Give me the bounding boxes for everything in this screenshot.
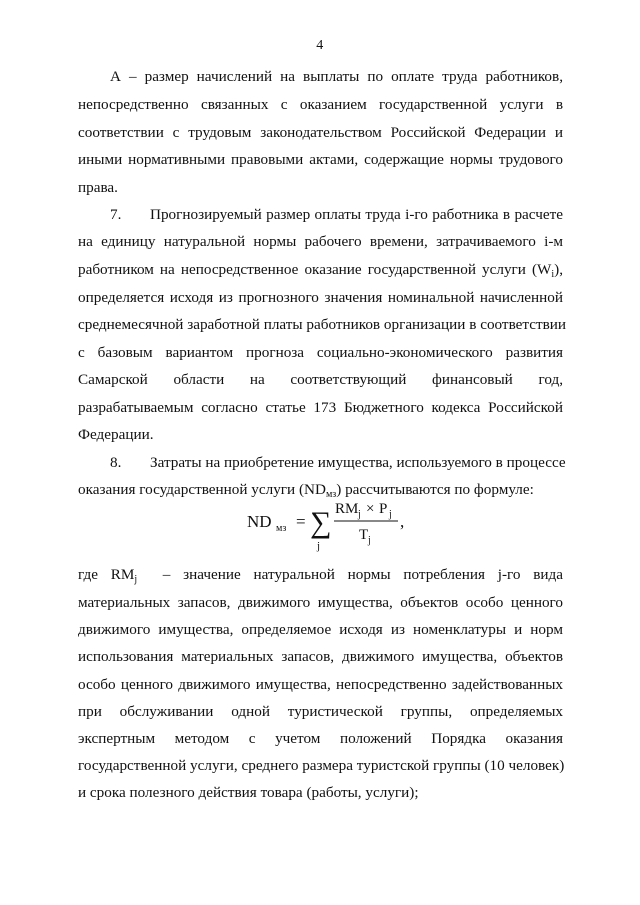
- formula-sum-index: j: [317, 540, 321, 552]
- item-7-line-8: разрабатываемым согласно статье 173 Бюджетного кодекса Российской: [78, 399, 563, 416]
- paragraph-a-line-1: А – размер начислений на выплаты по оплате труда работников,: [110, 68, 563, 85]
- formula-numerator-a-sub: j: [358, 509, 361, 520]
- item-7-number: 7.: [110, 206, 122, 223]
- paragraph-a-line-2: непосредственно связанных с оказанием государственной услуги в: [78, 96, 563, 113]
- item-8-line-1: Затраты на приобретение имущества, используемого в процессе: [150, 454, 566, 471]
- where-line-4: использования материальных запасов, движимого имущества, объектов: [78, 648, 563, 665]
- where-line-9: и срока полезного действия товара (работы, услуги);: [78, 784, 419, 801]
- formula-nd: [0, 494, 640, 554]
- item-7-line-1: Прогнозируемый размер оплаты труда i-го работника в расчете: [150, 206, 563, 223]
- where-rm-sub: j: [134, 574, 138, 585]
- where-line-1: [78, 566, 563, 589]
- where-line-8: государственной услуги, среднего размера туристской группы (10 человек): [78, 757, 565, 774]
- item-7-line-3-sub: i: [551, 269, 555, 280]
- formula-lhs-sub: мз: [276, 523, 287, 534]
- where-line-6: при обслуживании одной туристической группы, определяемых: [78, 703, 563, 720]
- formula-denominator-sub: j: [368, 535, 371, 546]
- item-7-line-5: среднемесячной заработной платы работников организации в соответствии: [78, 316, 567, 333]
- item-7-line-3: [78, 261, 563, 284]
- paragraph-a-line-5: права.: [78, 179, 118, 196]
- formula-times: ×: [366, 501, 375, 517]
- item-7-line-9: Федерации.: [78, 426, 154, 443]
- where-line-7: экспертным методом с учетом положений Порядка оказания: [78, 730, 563, 747]
- formula-denominator: T: [359, 527, 369, 543]
- item-7-line-7: Самарской области на соответствующий финансовый год,: [78, 371, 563, 388]
- item-7-line-2: на единицу натуральной нормы рабочего времени, затрачиваемого i-м: [78, 233, 563, 250]
- item-8-line-2-sub: мз: [325, 489, 337, 500]
- formula-trailing-comma: ,: [400, 512, 405, 531]
- item-7-line-3-prefix: работником на непосредственное оказание государственной услуги (W: [78, 261, 552, 278]
- formula-numerator-a: RM: [335, 501, 359, 517]
- paragraph-a-line-4: иными нормативными правовыми актами, содержащие нормы трудового: [78, 151, 563, 168]
- formula-numerator-b-sub: j: [389, 509, 392, 520]
- item-8-line-2-suffix: ) рассчитываются по формуле:: [336, 481, 534, 498]
- where-rm-rest: – значение натуральной нормы потребления j-го вида: [162, 566, 563, 583]
- formula-lhs: ND: [247, 512, 272, 531]
- where-line-5: особо ценного движимого имущества, непосредственно задействованных: [78, 676, 563, 693]
- formula-svg: [0, 494, 640, 564]
- formula-sum-symbol: ∑: [310, 506, 332, 539]
- item-7-line-4: определяется исходя из прогнозного значения номинальной начисленной: [78, 289, 563, 306]
- item-7-line-3-suffix: ),: [554, 261, 563, 278]
- where-line-3: движимого имущества, определяемое исходя из номенклатуры и норм: [78, 621, 563, 638]
- formula-numerator-b: P: [379, 501, 388, 517]
- paragraph-a-line-3: соответствии с трудовым законодательством Российской Федерации и: [78, 124, 563, 141]
- item-7-line-6: с базовым вариантом прогноза социально-экономического развития: [78, 344, 563, 361]
- item-8-line-2-prefix: оказания государственной услуги (ND: [78, 481, 326, 498]
- where-line-2: материальных запасов, движимого имущества, объектов особо ценного: [78, 594, 563, 611]
- formula-equals: =: [296, 512, 306, 531]
- item-8-number: 8.: [110, 454, 122, 471]
- page-number: 4: [316, 38, 324, 53]
- where-rm-prefix: где RM: [78, 566, 135, 583]
